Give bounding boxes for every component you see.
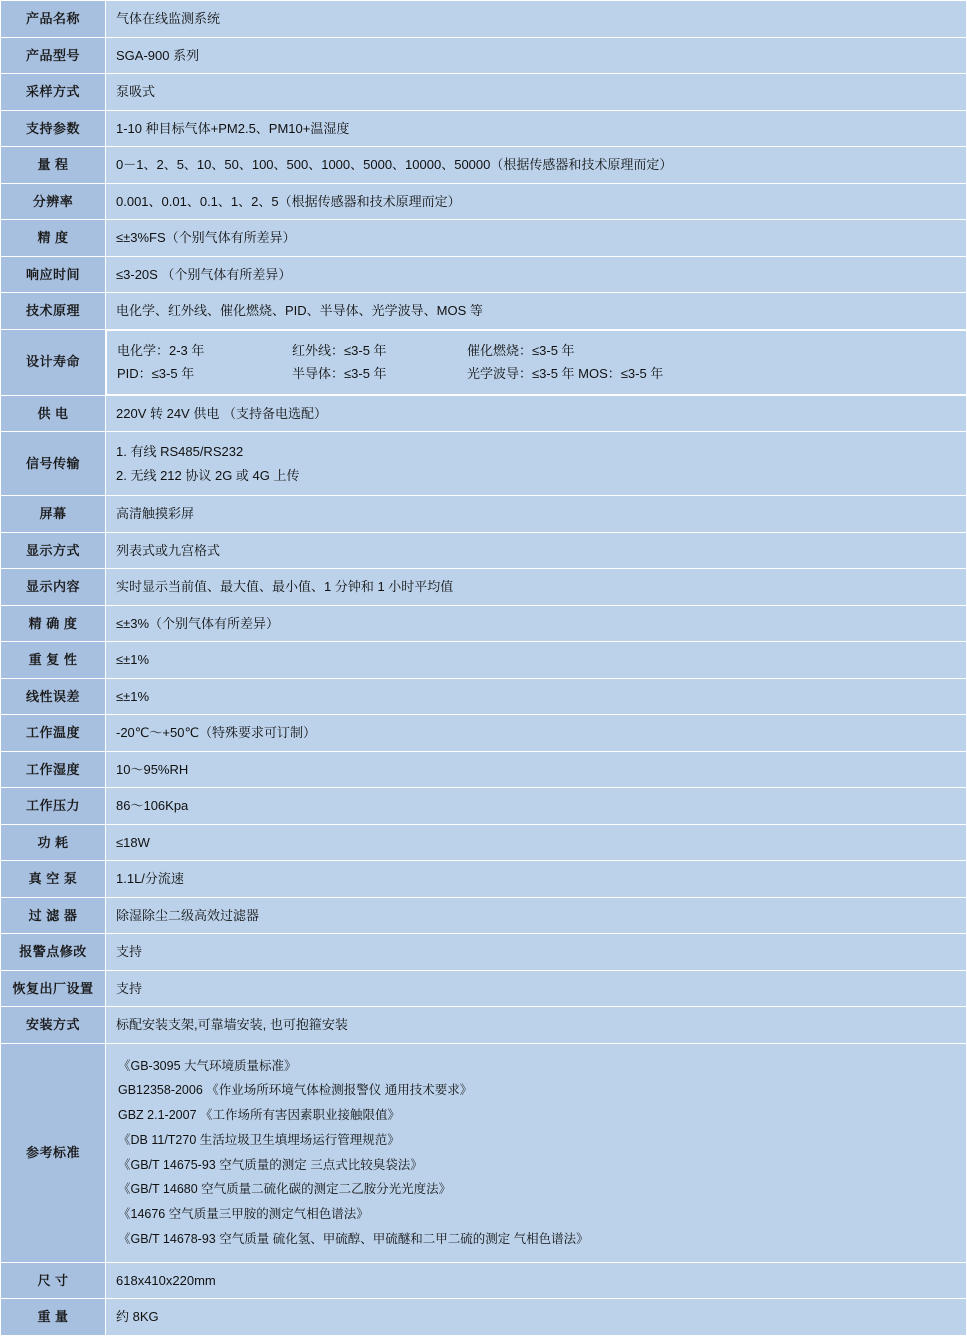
spec-label: 显示内容 [1,569,106,606]
standard-line: GB12358-2006 《作业场所环境气体检测报警仪 通用技术要求》 [118,1083,473,1098]
spec-label: 过 滤 器 [1,897,106,934]
spec-value: 1-10 种目标气体+PM2.5、PM10+温湿度 [106,110,967,147]
spec-label: 产品名称 [1,1,106,38]
lifespan-row [117,362,956,386]
spec-value: ≤±1% [106,642,967,679]
table-row [1,897,967,934]
spec-value-line: 1. 有线 RS485/RS232 [116,444,244,459]
spec-label: 真 空 泵 [1,861,106,898]
spec-label: 设计寿命 [1,329,106,395]
lifespan-item: 催化燃烧：≤3-5 年 [467,342,575,358]
lifespan-item: 半导体：≤3-5 年 [292,366,387,381]
spec-label: 尺 寸 [1,1262,106,1299]
table-body [1,1,967,1336]
table-row [1,147,967,184]
spec-value: 气体在线监测系统 [106,1,967,38]
standard-line: 《GB-3095 大气环境质量标准》 [118,1058,297,1073]
spec-label: 安装方式 [1,1007,106,1044]
table-row [1,293,967,330]
spec-label: 采样方式 [1,74,106,111]
spec-value: 支持 [106,970,967,1007]
table-row [1,1,967,38]
spec-value: 除湿除尘二级高效过滤器 [106,897,967,934]
table-row [1,1262,967,1299]
spec-label: 恢复出厂设置 [1,970,106,1007]
standard-line: 《GB/T 14680 空气质量二硫化碳的测定二乙胺分光光度法》 [118,1182,452,1197]
standard-line: 《GB/T 14675-93 空气质量的测定 三点式比较臭袋法》 [118,1157,423,1172]
lifespan-item: 红外线：≤3-5 年 [292,342,387,358]
spec-label: 参考标准 [1,1043,106,1262]
spec-label: 支持参数 [1,110,106,147]
table-row [1,1299,967,1336]
spec-value: 泵吸式 [106,74,967,111]
table-row [1,1007,967,1044]
spec-value: 220V 转 24V 供电 （支持备电选配） [106,395,967,432]
table-row [1,37,967,74]
spec-value: 实时显示当前值、最大值、最小值、1 分钟和 1 小时平均值 [106,569,967,606]
spec-label: 信号传输 [1,432,106,496]
spec-value: 标配安装支架,可靠墙安装, 也可抱箍安装 [106,1007,967,1044]
spec-value: 1.1L/分流速 [106,861,967,898]
standard-line: GBZ 2.1-2007 《工作场所有害因素职业接触限值》 [118,1108,400,1122]
standard-line: 《GB/T 14678-93 空气质量 硫化氢、甲硫醇、甲硫醚和二甲二硫的测定 气相色谱法》 [118,1231,589,1246]
table-row [1,183,967,220]
spec-value: 86～106Kpa [106,788,967,825]
spec-value: 列表式或九宫格式 [106,532,967,569]
standard-line: 《DB 11/T270 生活垃圾卫生填埋场运行管理规范》 [118,1132,400,1147]
spec-label: 分辨率 [1,183,106,220]
spec-label: 量 程 [1,147,106,184]
spec-value: ≤±1% [106,678,967,715]
spec-label: 响应时间 [1,256,106,293]
lifespan-item: 电化学：2-3 年 [117,342,205,358]
spec-label: 精 度 [1,220,106,257]
spec-value: 电化学、红外线、催化燃烧、PID、半导体、光学波导、MOS 等 [106,293,967,330]
table-row [1,970,967,1007]
table-row [1,496,967,533]
spec-value [106,432,967,496]
spec-value: ≤18W [106,824,967,861]
spec-label: 显示方式 [1,532,106,569]
table-row [1,788,967,825]
spec-label: 产品型号 [1,37,106,74]
spec-value: 约 8KG [106,1299,967,1336]
table-row [1,861,967,898]
spec-value [106,330,967,395]
spec-value: 618x410x220mm [106,1262,967,1299]
spec-value [106,1043,967,1262]
spec-value: 高清触摸彩屏 [106,496,967,533]
spec-label: 精 确 度 [1,605,106,642]
table-row [1,1043,967,1262]
spec-label: 供 电 [1,395,106,432]
spec-value: -20℃～+50℃（特殊要求可订制） [106,715,967,752]
table-row [1,395,967,432]
spec-label: 屏幕 [1,496,106,533]
table-row [1,220,967,257]
table-row [1,605,967,642]
spec-label: 重 量 [1,1299,106,1336]
spec-label: 工作压力 [1,788,106,825]
spec-label: 线性误差 [1,678,106,715]
lifespan-row [117,339,956,363]
table-row [1,934,967,971]
spec-value: 0.001、0.01、0.1、1、2、5（根据传感器和技术原理而定） [106,183,967,220]
table-row [1,678,967,715]
spec-label: 报警点修改 [1,934,106,971]
spec-value: ≤±3%FS（个别气体有所差异） [106,220,967,257]
table-row [1,569,967,606]
spec-label: 技术原理 [1,293,106,330]
spec-label: 工作温度 [1,715,106,752]
table-row [1,74,967,111]
table-row [1,256,967,293]
spec-value: 支持 [106,934,967,971]
table-row [1,432,967,496]
spec-value: ≤3-20S （个别气体有所差异） [106,256,967,293]
table-row [1,110,967,147]
spec-value: 0－1、2、5、10、50、100、500、1000、5000、10000、50000（根据传感器和技术原理而定） [106,147,967,184]
table-row [1,532,967,569]
table-row [1,751,967,788]
spec-label: 工作湿度 [1,751,106,788]
lifespan-item: 光学波导：≤3-5 年 MOS：≤3-5 年 [467,366,664,381]
table-row [1,715,967,752]
spec-value-line: 2. 无线 212 协议 2G 或 4G 上传 [116,467,300,483]
spec-label: 重 复 性 [1,642,106,679]
spec-value: 10～95%RH [106,751,967,788]
table-row [1,642,967,679]
lifespan-item: PID：≤3-5 年 [117,366,195,381]
table-row [1,329,967,395]
table-row [1,824,967,861]
spec-label: 功 耗 [1,824,106,861]
spec-value: SGA-900 系列 [106,37,967,74]
spec-value: ≤±3%（个别气体有所差异） [106,605,967,642]
standard-line: 《14676 空气质量三甲胺的测定气相色谱法》 [118,1207,369,1221]
